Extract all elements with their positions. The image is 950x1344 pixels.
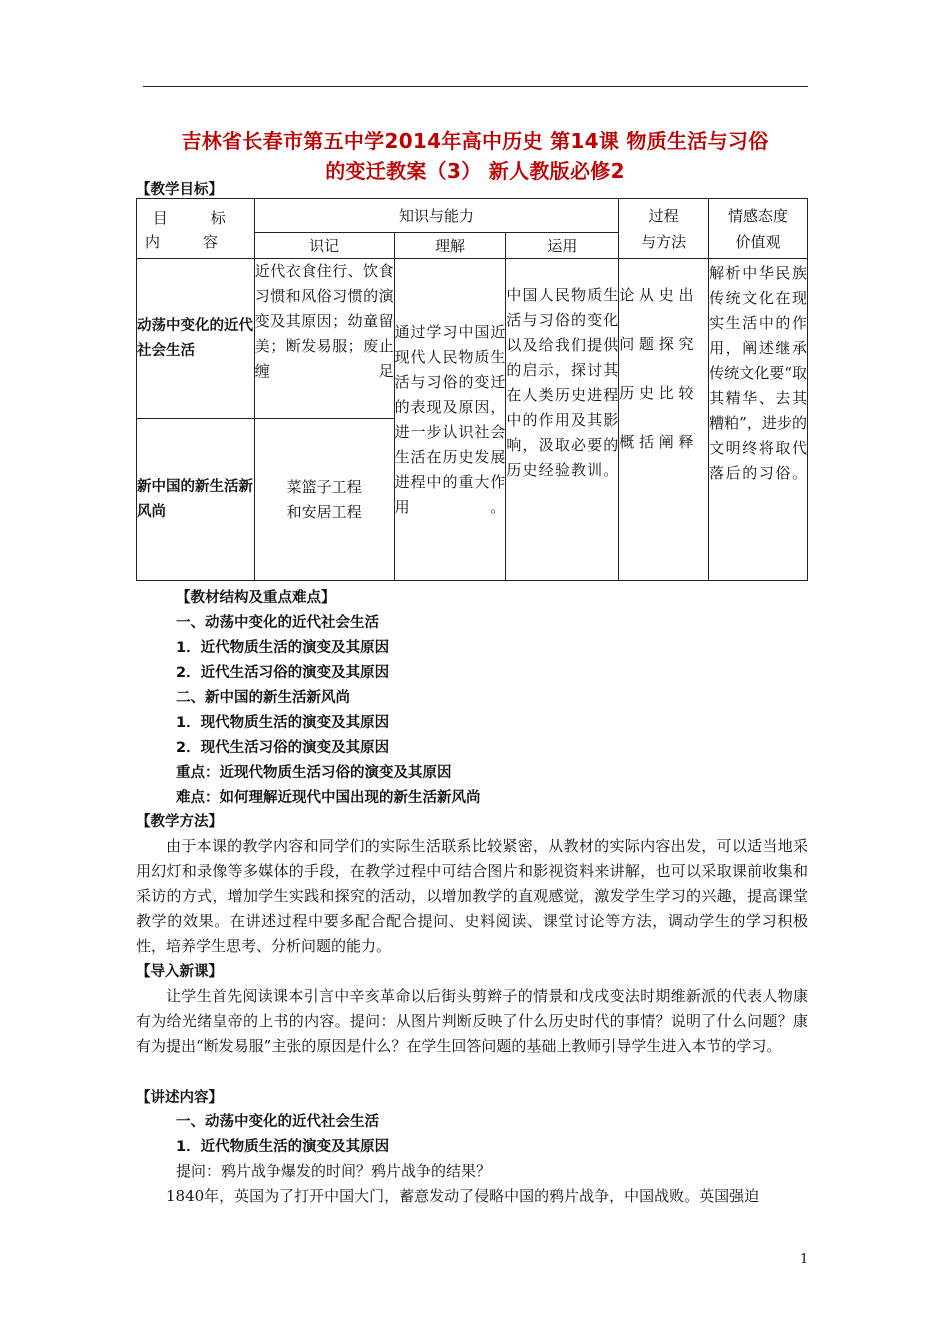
- lecture-subsection-1: 1．近代物质生活的演变及其原因: [176, 1139, 390, 1155]
- teaching-goals-heading: 【教学目标】: [136, 182, 223, 198]
- header-rule: [143, 86, 808, 87]
- emotion-header: 情感态度 价值观: [709, 199, 808, 259]
- lecture-paragraph: 1840年，英国为了打开中国大门，蓄意发动了侵略中国的鸦片战争，中国战败。英国强迫: [166, 1187, 760, 1205]
- method-heading: 【教学方法】: [136, 814, 223, 830]
- process-item-1: 论 从 史 出: [619, 286, 694, 304]
- lecture-heading: 【讲述内容】: [136, 1090, 223, 1106]
- process-item-2: 问 题 探 究: [619, 335, 694, 353]
- emotion-cell: 解析中华民族传统文化在现实生活中的作用，阐述继承传统文化要“取其精华、去其糟粕”，进步的文明终将取代落后的习俗。: [709, 259, 808, 581]
- structure-item-3: 2．近代生活习俗的演变及其原因: [176, 665, 390, 681]
- teaching-goals-table: [136, 198, 808, 581]
- process-item-3: 历 史 比 较: [619, 384, 694, 402]
- process-header: 过程 与方法: [619, 199, 709, 259]
- table-corner-cell: [137, 199, 255, 259]
- row2-recognize: 菜篮子工程 和安居工程: [254, 419, 394, 581]
- structure-item-2: 1．近代物质生活的演变及其原因: [176, 640, 390, 656]
- structure-heading: 【教材结构及重点难点】: [176, 590, 336, 606]
- understand-cell: 通过学习中国近现代人民物质生活与习俗的变迁的表现及原因，进一步认识社会生活在历史发展进程中的重大作用。: [394, 259, 506, 581]
- lecture-question: 提问：鸦片战争爆发的时间？鸦片战争的结果？: [176, 1162, 492, 1180]
- structure-item-6: 2．现代生活习俗的演变及其原因: [176, 740, 390, 756]
- structure-item-4: 二、新中国的新生活新风尚: [176, 690, 350, 706]
- key-point: 重点：近现代物质生活习俗的演变及其原因: [176, 765, 452, 781]
- intro-paragraph: 让学生首先阅读课本引言中辛亥革命以后街头剪辫子的情景和戊戌变法时期维新派的代表人物康有为给光绪皇帝的上书的内容。提问：从图片判断反映了什么历史时代的事情？说明了什么问题？康有为提出“断发易服”主张的原因是什么？在学生回答问题的基础上教师引导学生进入本节的学习。: [136, 987, 808, 1055]
- page-number: 1: [800, 1252, 809, 1267]
- difficult-point: 难点：如何理解近现代中国出现的新生活新风尚: [176, 790, 481, 806]
- process-cell: [619, 259, 709, 581]
- row2-label: 新中国的新生活新风尚: [137, 419, 255, 581]
- row1-label: 动荡中变化的近代社会生活: [137, 259, 255, 419]
- document-title-line1: 吉林省长春市第五中学2014年高中历史 第14课 物质生活与习俗: [181, 129, 769, 153]
- intro-heading: 【导入新课】: [136, 964, 223, 980]
- recognize-header: 识记: [254, 233, 394, 259]
- document-title-line2: 的变迁教案（3） 新人教版必修2: [325, 159, 625, 183]
- corner-top: 目 标: [152, 209, 240, 227]
- structure-item-5: 1．现代物质生活的演变及其原因: [176, 715, 390, 731]
- knowledge-header: 知识与能力: [254, 199, 618, 233]
- lecture-section-1: 一、动荡中变化的近代社会生活: [176, 1114, 379, 1130]
- process-item-4: 概 括 阐 释: [619, 433, 694, 451]
- row1-recognize: 近代衣食住行、饮食习惯和风俗习惯的演变及其原因；幼童留美；断发易服；废止缠足: [254, 259, 394, 419]
- apply-header: 运用: [506, 233, 619, 259]
- apply-cell: 中国人民物质生活与习俗的变化以及给我们提供的启示，探讨其在人类历史进程中的作用及其影响，汲取必要的历史经验教训。: [506, 259, 619, 581]
- structure-item-1: 一、动荡中变化的近代社会生活: [176, 615, 379, 631]
- understand-header: 理解: [394, 233, 506, 259]
- method-paragraph: 由于本课的教学内容和同学们的实际生活联系比较紧密，从教材的实际内容出发，可以适当地采用幻灯和录像等多媒体的手段，在教学过程中可结合图片和影视资料来讲解，也可以采取课前收集和采访的方式，增加学生实践和探究的活动，以增加教学的直观感觉，激发学生学习的兴趣，提高课堂教学的效果。在讲述过程中要多配合配合提问、史料阅读、课堂讨论等方法，调动学生的学习积极性，培养学生思考、分析问题的能力。: [136, 837, 808, 955]
- corner-bottom: 内 容: [145, 233, 233, 251]
